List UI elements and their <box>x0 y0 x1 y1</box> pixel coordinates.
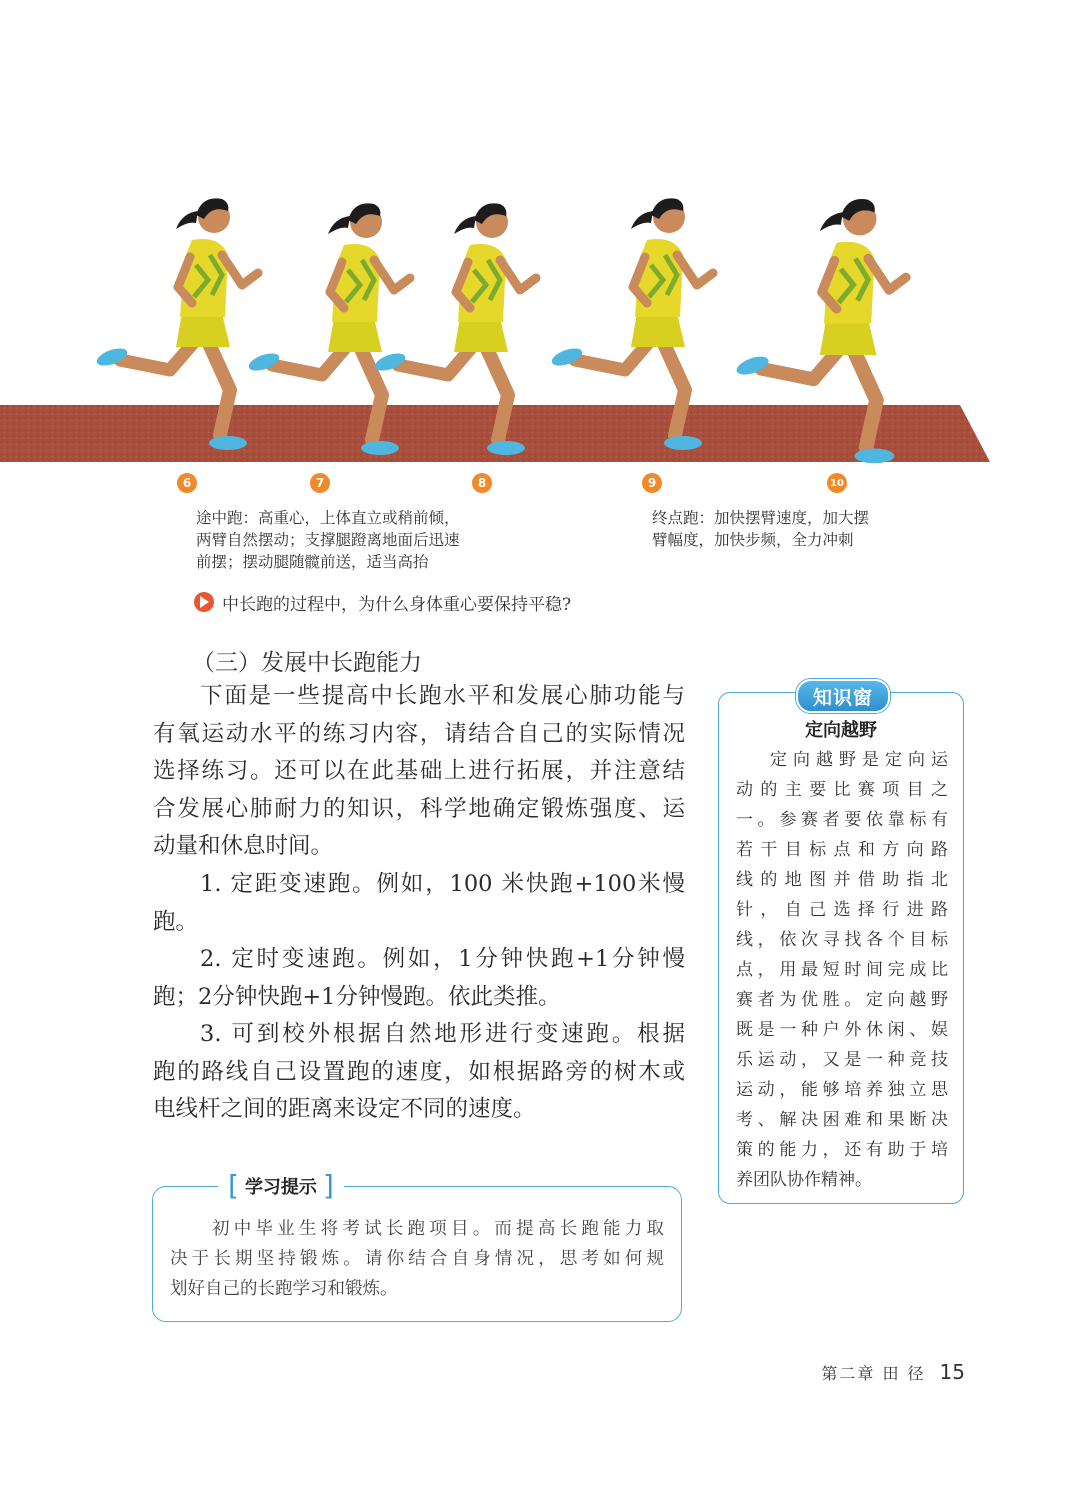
caption-line: 前摆；摆动腿随髋前送，适当高抬 <box>196 553 429 571</box>
paragraph-line: 动量和休息时间。 <box>153 833 334 859</box>
study-tip-body <box>170 1214 664 1304</box>
section-heading: （三）发展中长跑能力 <box>192 650 422 676</box>
knowledge-window-tag: 知识窗 <box>796 679 890 713</box>
intro-paragraph <box>153 678 685 866</box>
knowledge-line: 定向越野是定向运 <box>770 750 948 770</box>
paragraph-line: 跑。 <box>153 908 199 935</box>
study-tip-line: 初中毕业生将考试长跑项目。而提高长跑能力取 <box>212 1219 664 1239</box>
caption-midway-running <box>196 507 460 573</box>
caption-line: 臂幅度，加快步频，全力冲刺 <box>652 531 854 549</box>
knowledge-line: 动的主要比赛项目之 <box>736 780 948 800</box>
paragraph-line: 1. 定距变速跑。例如，100 米快跑+100米慢 <box>200 871 685 897</box>
knowledge-line: 针，自己选择行进路 <box>736 900 948 920</box>
study-tip-label <box>218 1170 344 1202</box>
exercise-item-2 <box>153 941 685 1016</box>
paragraph-line: 下面是一些提高中长跑水平和发展心肺功能与 <box>200 683 685 709</box>
step-number-badge: 8 <box>472 473 492 493</box>
step-number-badge: 10 <box>827 473 847 493</box>
question-text: 中长跑的过程中，为什么身体重心要保持平稳? <box>222 595 572 615</box>
chapter-label: 第二章 田 径 <box>821 1364 926 1383</box>
caption-line: 途中跑：高重心，上体直立或稍前倾， <box>196 509 460 527</box>
knowledge-line: 策的能力，还有助于培 <box>736 1140 948 1160</box>
study-tip-line: 划好自己的长跑学习和锻炼。 <box>170 1279 398 1299</box>
paragraph-line: 有氧运动水平的练习内容，请结合自己的实际情况 <box>153 720 685 747</box>
paragraph-line: 跑；2分钟快跑+1分钟慢跑。依此类推。 <box>153 983 561 1010</box>
bracket-right-icon: ] <box>322 1169 334 1202</box>
step-number-badge: 7 <box>310 473 330 493</box>
knowledge-line: 考、解决困难和果断决 <box>736 1110 948 1130</box>
step-number-badge: 6 <box>177 473 197 493</box>
paragraph-line: 选择练习。还可以在此基础上进行拓展，并注意结 <box>153 758 685 784</box>
knowledge-line: 若干目标点和方向路 <box>736 840 948 860</box>
knowledge-line: 运动，能够培养独立思 <box>736 1080 948 1100</box>
knowledge-line: 一。参赛者要依靠标有 <box>736 810 948 830</box>
exercise-item-3 <box>153 1016 685 1129</box>
knowledge-window-body <box>736 745 948 1195</box>
knowledge-line: 既是一种户外休闲、娱 <box>736 1020 948 1040</box>
knowledge-line: 养团队协作精神。 <box>736 1170 872 1190</box>
bracket-left-icon: [ <box>228 1169 239 1202</box>
knowledge-window-title: 定向越野 <box>805 720 877 741</box>
knowledge-line: 乐运动，又是一种竞技 <box>736 1050 948 1070</box>
paragraph-line: 跑的路线自己设置跑的速度，如根据路旁的树木或 <box>153 1058 685 1085</box>
caption-line: 终点跑：加快摆臂速度，加大摆 <box>652 509 870 527</box>
knowledge-line: 线，依次寻找各个目标 <box>736 930 948 950</box>
caption-line: 两臂自然摆动；支撑腿蹬离地面后迅速 <box>196 531 460 549</box>
page-footer <box>821 1360 965 1384</box>
exercise-item-1 <box>153 866 685 941</box>
paragraph-line: 2. 定时变速跑。例如，1分钟快跑+1分钟慢 <box>200 946 685 972</box>
paragraph-line: 电线杆之间的距离来设定不同的速度。 <box>153 1096 536 1122</box>
running-sequence-figure <box>0 170 1000 470</box>
knowledge-line: 点，用最短时间完成比 <box>736 960 948 980</box>
page-number: 15 <box>939 1360 965 1384</box>
play-icon <box>194 592 214 612</box>
study-tip-label-text: 学习提示 <box>244 1177 317 1198</box>
study-tip-line: 决于长期坚持锻炼。请你结合自身情况，思考如何规 <box>170 1249 664 1269</box>
knowledge-line: 赛者为优胜。定向越野 <box>736 990 948 1010</box>
step-number-badge: 9 <box>642 473 662 493</box>
paragraph-line: 3. 可到校外根据自然地形进行变速跑。根据 <box>200 1021 685 1047</box>
caption-finish-running <box>652 507 869 551</box>
running-sequence-photo <box>0 170 1000 470</box>
knowledge-line: 线的地图并借助指北 <box>736 870 948 890</box>
paragraph-line: 合发展心肺耐力的知识，科学地确定锻炼强度、运 <box>153 795 685 822</box>
